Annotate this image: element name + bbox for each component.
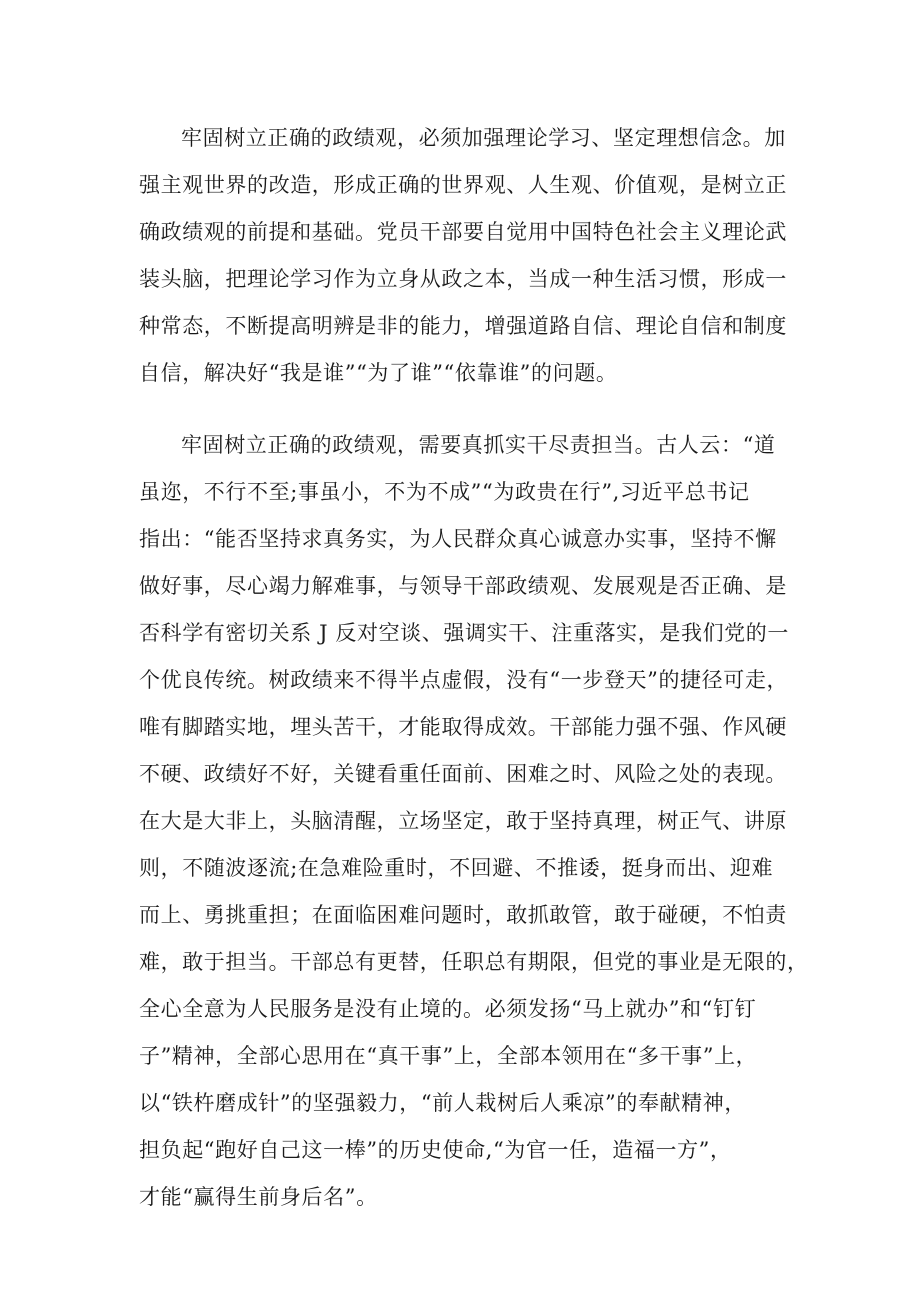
paragraph-line: 全心全意为人民服务是没有止境的。必须发扬“马上就办”和“钉钉 [139, 997, 757, 1021]
paragraph-line: 则，不随波逐流;在急难险重时，不回避、不推诿，挺身而出、迎难 [139, 856, 774, 880]
paragraph-line: 不硬、政绩好不好，关键看重任面前、困难之时、风险之处的表现。 [139, 762, 787, 786]
paragraph-line: 难，敢于担当。干部总有更替，任职总有期限，但党的事业是无限的， [139, 950, 809, 974]
paragraph-line: 做好事，尽心竭力解难事，与领导干部政绩观、发展观是否正确、是 [139, 574, 787, 598]
paragraph-line: 唯有脚踏实地，埋头苦干，才能取得成效。干部能力强不强、作风硬 [139, 715, 787, 739]
paragraph-line: 强主观世界的改造，形成正确的世界观、人生观、价值观，是树立正 [139, 173, 787, 197]
paragraph-1 [139, 115, 799, 397]
paragraph-line: 子”精神，全部心思用在“真干事”上，全部本领用在“多干事”上， [139, 1044, 758, 1068]
paragraph-line: 个优良传统。树政绩来不得半点虚假，没有“一步登天”的捷径可走， [139, 668, 789, 692]
paragraph-line: 在大是大非上，头脑清醒，立场坚定，敢于坚持真理，树正气、讲原 [139, 809, 787, 833]
paragraph-2 [139, 422, 809, 1221]
paragraph-line: 而上、勇挑重担；在面临困难问题时，敢抓敢管，敢于碰硬，不怕责 [139, 903, 787, 927]
paragraph-line: 牢固树立正确的政绩观，需要真抓实干尽责担当。古人云：“道 [181, 433, 776, 457]
paragraph-line: 担负起“跑好自己这一棒”的历史使命,“为官一任，造福一方”， [139, 1138, 732, 1162]
paragraph-line: 才能“赢得生前身后名”。 [139, 1185, 378, 1209]
paragraph-line: 虽迩，不行不至;事虽小，不为不成”“为政贵在行”,习近平总书记 [139, 480, 750, 504]
paragraph-line: 装头脑，把理论学习作为立身从政之本，当成一种生活习惯，形成一 [139, 267, 787, 291]
paragraph-line: 确政绩观的前提和基础。党员干部要自觉用中国特色社会主义理论武 [139, 220, 787, 244]
paragraph-line: 自信，解决好“我是谁”“为了谁”“依靠谁”的问题。 [139, 361, 618, 385]
paragraph-line: 种常态，不断提高明辨是非的能力，增强道路自信、理论自信和制度 [139, 314, 787, 338]
paragraph-line: 指出：“能否坚持求真务实，为人民群众真心诚意办实事，坚持不懈 [139, 527, 777, 551]
paragraph-line: 否科学有密切关系 J 反对空谈、强调实干、注重落实，是我们党的一 [139, 621, 789, 645]
paragraph-line: 以“铁杵磨成针”的坚强毅力，“前人栽树后人乘凉”的奉献精神， [139, 1091, 746, 1115]
paragraph-line: 牢固树立正确的政绩观，必须加强理论学习、坚定理想信念。加 [181, 126, 786, 150]
